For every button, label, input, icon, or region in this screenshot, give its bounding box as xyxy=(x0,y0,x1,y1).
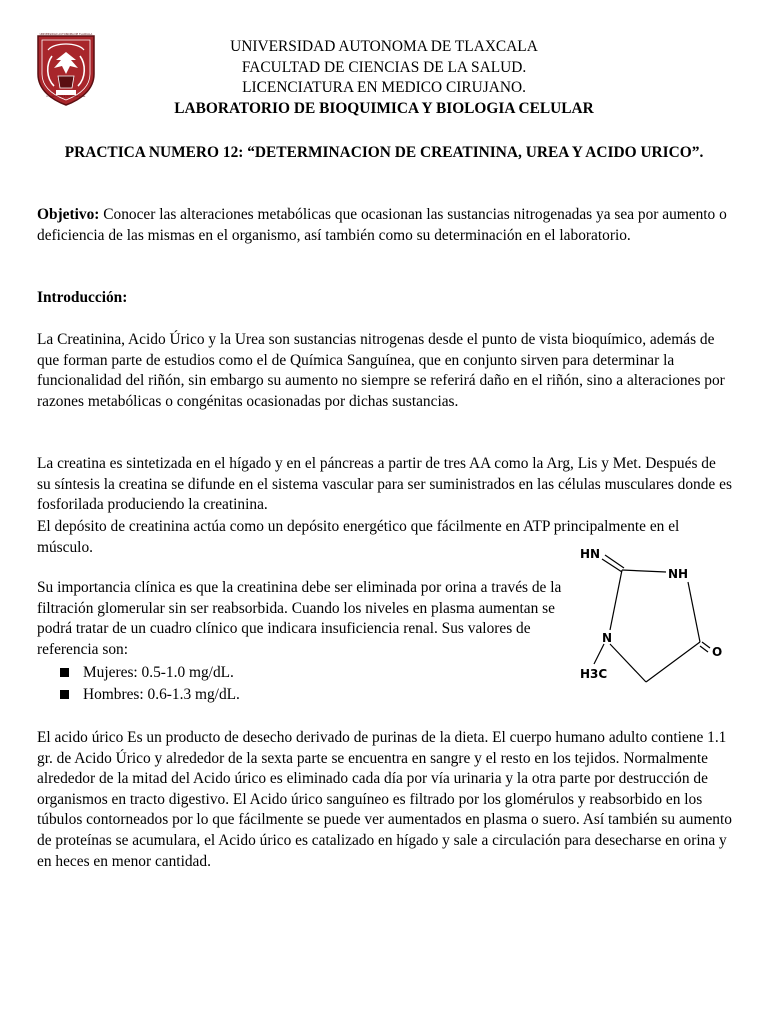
practice-title: PRACTICA NUMERO 12: “DETERMINACION DE CREATININA, UREA Y ACIDO URICO”. xyxy=(64,144,704,161)
structure-label-n: N xyxy=(602,631,613,645)
square-bullet-icon xyxy=(60,668,69,677)
square-bullet-icon xyxy=(60,690,69,699)
header-laboratory: LABORATORIO DE BIOQUIMICA Y BIOLOGIA CELULAR xyxy=(174,99,594,117)
structure-label-h3c: H3C xyxy=(580,667,608,681)
document-header xyxy=(100,37,668,119)
importancia-paragraph: Su importancia clínica es que la creatinina debe ser eliminada por orina a través de la filtración glomerular sin ser reabsorbida. Cuando los niveles en plasma aumentan se podrá tratar de un cuadro clínico que indicara insuficiencia renal. Sus valores de referencia son: xyxy=(37,579,562,658)
structure-label-hn: HN xyxy=(580,547,601,561)
structure-label-o: O xyxy=(712,645,723,659)
objetivo-label: Objetivo: xyxy=(37,206,100,223)
structure-label-nh: NH xyxy=(668,567,689,581)
creatina-paragraph: La creatina es sintetizada en el hígado y en el páncreas a partir de tres AA como la Arg, Lis y Met. Después de su síntesis la creatina se difunde en el sistema vascular para ser suministrados en las células musculares donde es fosforilada produciendo la creatinina. xyxy=(37,455,732,514)
reference-value-men: Hombres: 0.6-1.3 mg/dL. xyxy=(83,686,240,703)
list-item xyxy=(60,662,240,684)
creatinine-structure-icon xyxy=(578,542,738,687)
header-degree: LICENCIATURA EN MEDICO CIRUJANO. xyxy=(242,79,526,96)
urico-paragraph: El acido úrico Es un producto de desecho derivado de purinas de la dieta. El cuerpo humano adulto contiene 1.1 gr. de Acido Úrico y alrededor de la sexta parte se encuentra en sangre y el resto en los tejidos. Normalmente alrededor de la mitad del Acido úrico es eliminado cada día por vía urinaria y la otra parte por destrucción de organismos en tracto digestivo. El Acido úrico sanguíneo es filtrado por los glomérulos y reabsorbido en los túbulos contorneados por lo que fácilmente se puede ver aumentados en plasma o suero. Así también su aumento de proteínas se acumulara, el Acido úrico es catalizado en hígado y sale a circulación para desecharse en orina y en heces en menor cantidad. xyxy=(37,729,732,870)
list-item xyxy=(60,684,240,706)
objetivo-paragraph xyxy=(37,205,727,246)
logo-arc-text: UNIVERSIDAD AUTONOMA DE TLAXCALA xyxy=(39,33,93,36)
header-faculty: FACULTAD DE CIENCIAS DE LA SALUD. xyxy=(241,58,527,76)
logo-motto: POR LA CULTURA A LA JUSTICIA SOCIAL xyxy=(46,96,86,98)
header-university: UNIVERSIDAD AUTONOMA DE TLAXCALA xyxy=(230,38,538,55)
reference-value-women: Mujeres: 0.5-1.0 mg/dL. xyxy=(83,664,234,681)
reference-values-list xyxy=(60,662,240,706)
introduccion-heading: Introducción: xyxy=(37,289,128,306)
deposito-paragraph: El depósito de creatinina actúa como un depósito energético que fácilmente en ATP principalmente en el músculo. xyxy=(37,518,680,556)
objetivo-text: Conocer las alteraciones metabólicas que ocasionan las sustancias nitrogenadas ya sea por aumento o deficiencia de las mismas en el organismo, así también como su determinación en el laboratorio. xyxy=(37,206,727,244)
intro-paragraph: La Creatinina, Acido Úrico y la Urea son sustancias nitrogenas desde el punto de vista bioquímico, además de que forman parte de estudios como el de Química Sanguínea, que en conjunto sirven para determinar la funcionalidad del riñón, sin embargo su aumento no siempre se referirá daño en el riñón, sino a alteraciones por razones metabólicas o congénitas ocasionadas por dichas sustancias. xyxy=(37,331,725,410)
university-shield-logo-icon xyxy=(34,30,98,106)
